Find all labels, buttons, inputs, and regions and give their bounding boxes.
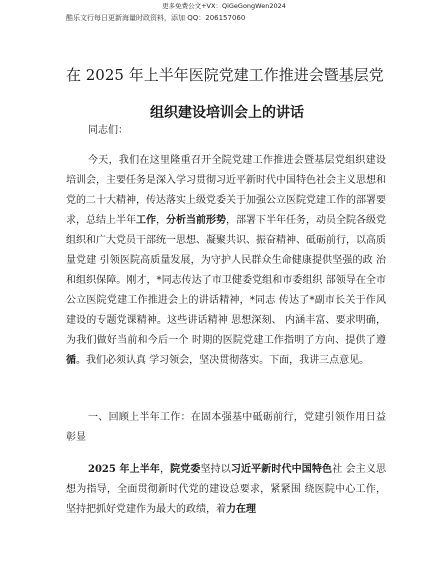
notice-line: 酷乐文行每日更新海量时政资料，添加 QQ：206157060 xyxy=(66,14,246,22)
paragraph-1-sep: ， xyxy=(156,215,166,226)
paragraph-3-text-b: 社 会主义思想为指导，全面贯彻新时代党的建设总要求，紧紧围 绕医院中心工作，坚持把抓好党建作为最大的政绩，着 xyxy=(66,464,387,515)
document-subtitle: 组织建设培训会上的讲话 xyxy=(150,105,304,121)
body-paragraph-1 xyxy=(66,151,386,411)
section-heading-1: 一、回顾上半年工作：在固本强基中砥砺前行，党建引领作用日益彰显 xyxy=(66,412,386,443)
paragraph-1-bold-a: 工作 xyxy=(136,215,156,226)
paragraph-3-bold-d: 力在理 xyxy=(226,504,256,515)
top-banner: 更多免费公文+VX：QiGeGongWen2024 xyxy=(162,2,286,10)
paragraph-1-text-a: 今天，我们在这里隆重召开全院党建工作推进会暨基层党组织建设培训会，主要任务是深入学习贯彻习近平新时代中国特色社会主义思想和党的二十大精神，传达落实上级党委关于加强公立医院党建工作的部署要求，总结上半年 xyxy=(66,155,386,226)
paragraph-1-text-b: ，部署下半年任务，动员全院各级党组织和广大党员干部统一思想、凝聚共识、振奋精神、砥砺前行，以高质量党建 引领医院高质量发展，为守护人民群众生命健康提供坚强的政 治 和组织保障。刚才，*同志传达了市卫健委党组和市委组织 部领导在全市公立医院党建工作推进会上的讲话精神，*同志 传达了*副市长关于作风建设的专题党课精神。这些讲话精神 思想深刻、 内涵丰富、要求明确，为我们做好当前和今后一个 时期的医院党建工作指明了方向、提供了遵 xyxy=(66,215,386,346)
paragraph-3-bold-b: 院党委 xyxy=(170,464,201,475)
paragraph-1-text-c: 。我们必须认真 学习领会，坚决贯彻落实。下面，我讲三点意见。 xyxy=(76,355,370,366)
paragraph-3-bold-c: 习近平新时代中国特色 xyxy=(230,464,333,475)
greeting: 同志们： xyxy=(88,125,128,136)
paragraph-1-bold-b: 分析当前形势 xyxy=(166,215,226,226)
paragraph-1-bold-c: 循 xyxy=(66,355,76,366)
body-paragraph-3 xyxy=(66,460,386,520)
document-title: 在 2025 年上半年医院党建工作推进会暨基层党 xyxy=(66,66,384,84)
paragraph-3-text-a: 坚持以 xyxy=(200,464,231,475)
paragraph-3-bold-a: 2025 年上半年 xyxy=(88,464,160,475)
paragraph-3-sep: ， xyxy=(159,464,171,475)
